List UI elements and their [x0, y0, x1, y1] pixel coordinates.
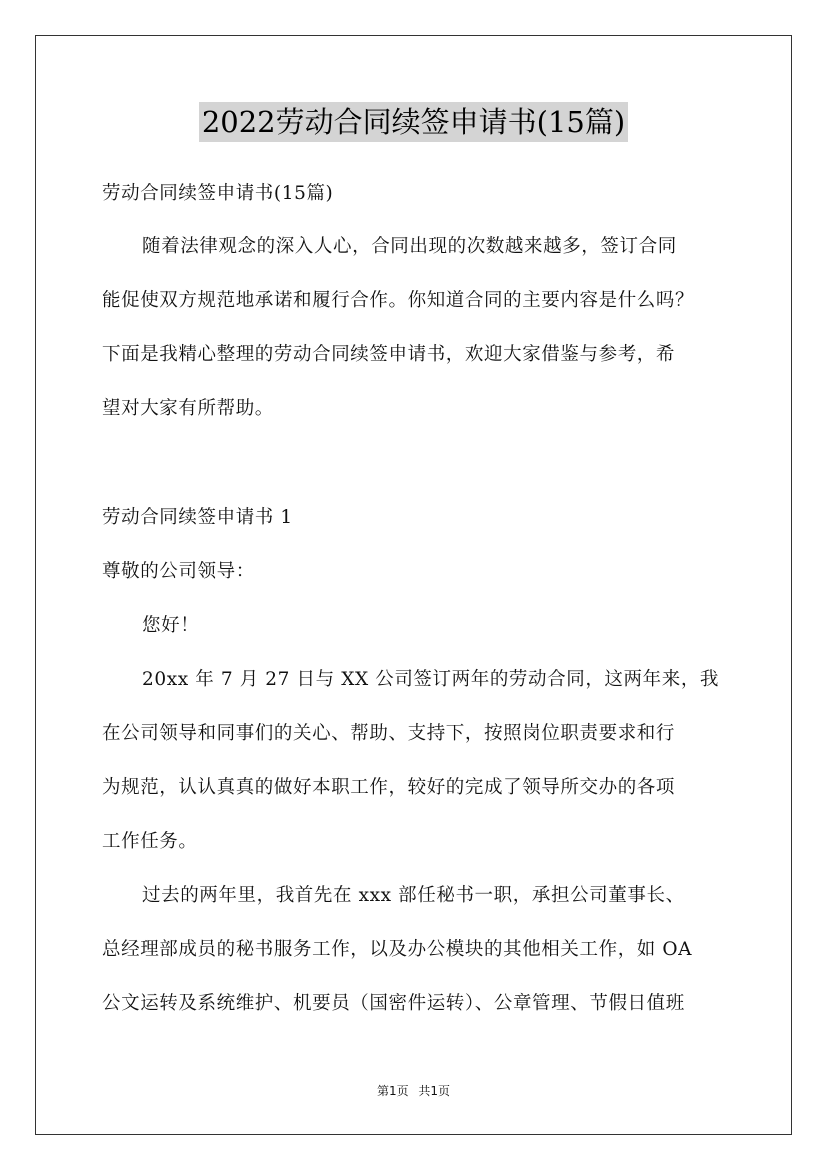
paragraph-line: 为规范，认认真真的做好本职工作，较好的完成了领导所交办的各项 — [102, 777, 676, 798]
intro-line: 下面是我精心整理的劳动合同续签申请书，欢迎大家借鉴与参考，希 — [102, 344, 676, 365]
document-subtitle: 劳动合同续签申请书(15篇) — [102, 183, 334, 204]
section-heading: 劳动合同续签申请书 1 — [102, 507, 293, 528]
paragraph-line: 公文运转及系统维护、机要员（国密件运转）、公章管理、节假日值班 — [102, 993, 685, 1014]
page-number: 第1页 — [376, 1084, 409, 1098]
intro-line: 望对大家有所帮助。 — [102, 398, 274, 419]
paragraph-line: 20xx 年 7 月 27 日与 XX 公司签订两年的劳动合同，这两年来，我 — [142, 669, 720, 690]
paragraph-line: 总经理部成员的秘书服务工作，以及办公模块的其他相关工作，如 OA — [102, 939, 693, 960]
document-title: 2022劳动合同续签申请书(15篇) — [199, 102, 628, 142]
greeting: 您好！ — [142, 615, 200, 636]
paragraph-line: 过去的两年里，我首先在 xxx 部任秘书一职，承担公司董事长、 — [142, 885, 685, 906]
page-footer — [0, 1083, 827, 1099]
title-container — [0, 102, 827, 142]
intro-line: 随着法律观念的深入人心，合同出现的次数越来越多，签订合同 — [142, 236, 677, 257]
paragraph-line: 工作任务。 — [102, 831, 198, 852]
intro-line: 能促使双方规范地承诺和履行合作。你知道合同的主要内容是什么吗？ — [102, 290, 695, 311]
page-total: 共1页 — [418, 1084, 451, 1098]
salutation: 尊敬的公司领导： — [102, 561, 255, 582]
paragraph-line: 在公司领导和同事们的关心、帮助、支持下，按照岗位职责要求和行 — [102, 723, 676, 744]
